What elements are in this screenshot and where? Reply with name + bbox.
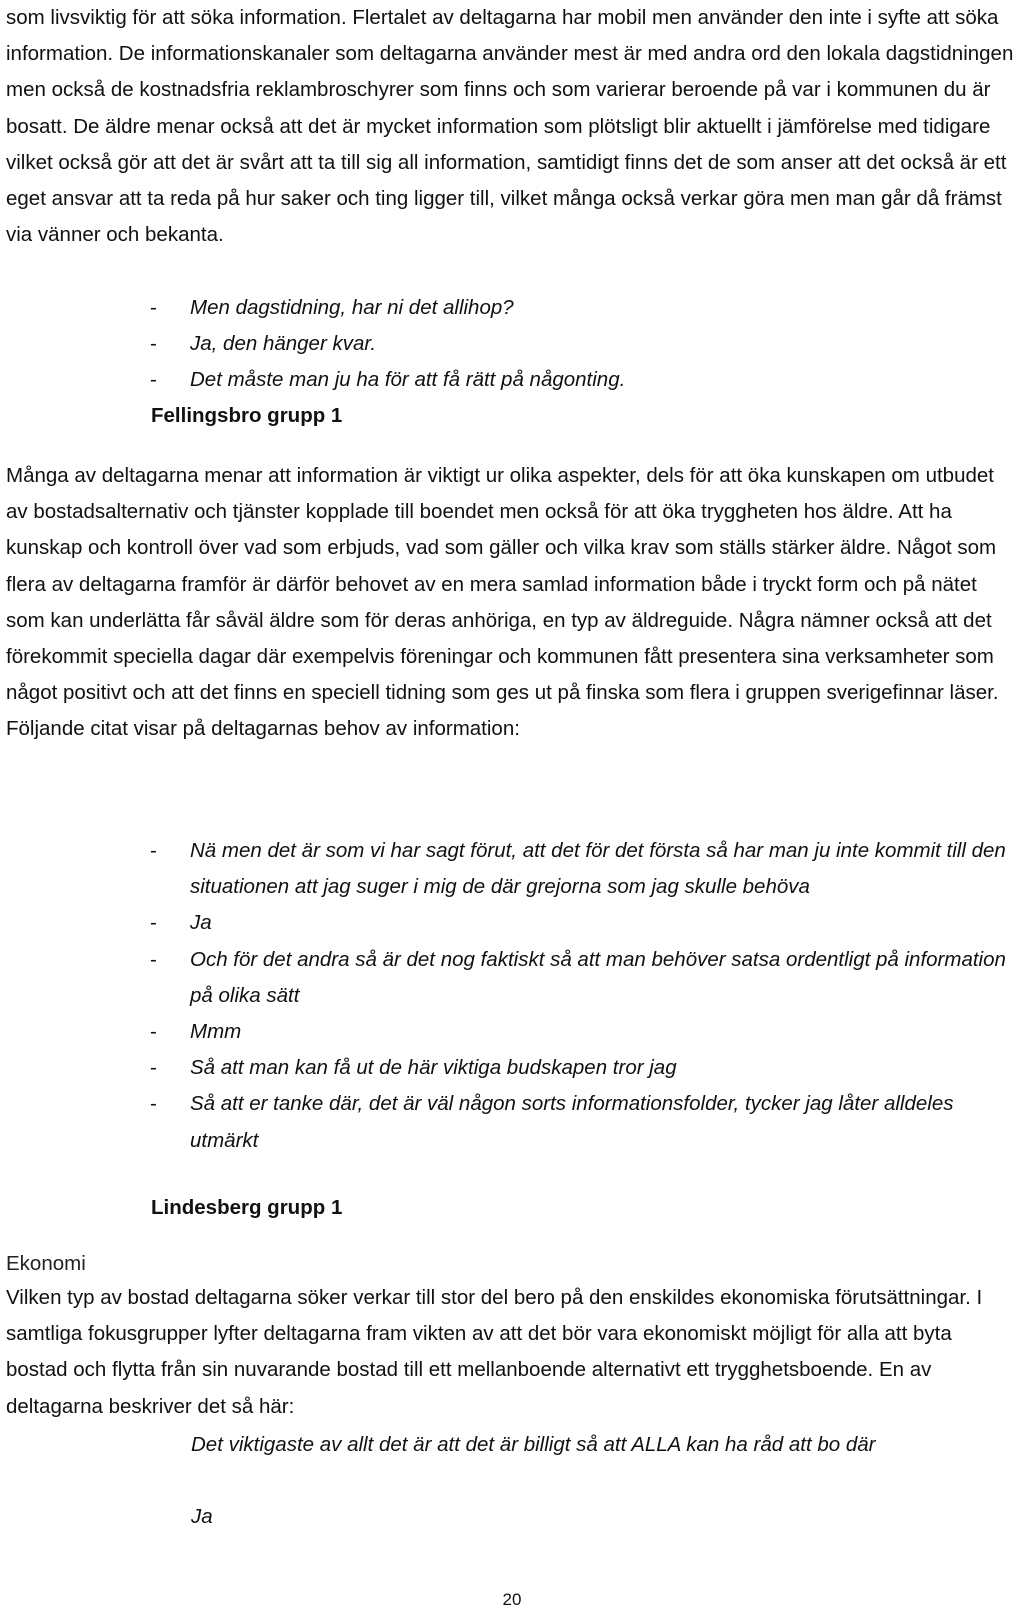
paragraph-information-channels: som livsviktig för att söka information. Flertalet av deltagarna har mobil men använder den inte i syfte att söka information. De informationskanaler som deltagarna använder mest är med andra ord den lokala dagstidningen men också de kostnadsfria reklambroschyrer som finns och som varierar beroende på var i kommunen du är bosatt. De äldre menar också att det är mycket information som plötsligt blir aktuellt i jämförelse med tidigare vilket också gör att det är svårt att ta till sig all information, samtidigt finns det de som anser att det också är ett eget ansvar att ta reda på hur saker och ting ligger till, vilket många också verkar göra men man går då främst via vänner och bekanta.: [6, 6, 1014, 247]
quote-line: [150, 1050, 1024, 1086]
quote-line-text: Ja, den hänger kvar.: [190, 332, 377, 356]
quote-line: [150, 833, 1024, 905]
quote-line: [150, 362, 1024, 398]
quote-economy-line: Det viktigaste av allt det är att det är billigt så att ALLA kan ha råd att bo där: [191, 1433, 876, 1456]
paragraph-economy: Vilken typ av bostad deltagarna söker verkar till stor del bero på den enskildes ekonomiska förutsättningar. I samtliga fokusgrupper lyfter deltagarna fram vikten av att det bör vara ekonomiskt möjligt för alla att byta bostad och flytta från sin nuvarande bostad till ett mellanboende alternativt ett trygghetsboende. En av deltagarna beskriver det så här:: [6, 1286, 983, 1418]
dash-marker: -: [150, 332, 157, 356]
section-heading-economy: Ekonomi: [6, 1252, 86, 1275]
quote-line-text: Ja: [190, 911, 212, 935]
quote-line: [150, 1086, 1024, 1158]
dash-marker: -: [150, 1056, 157, 1080]
quote-line-text: Det måste man ju ha för att få rätt på någonting.: [190, 368, 626, 392]
quote-line-text: Men dagstidning, har ni det allihop?: [190, 296, 514, 319]
dash-marker: -: [150, 839, 157, 862]
quote-line: [150, 1014, 1024, 1050]
quote-line-text: Och för det andra så är det nog faktiskt så att man behöver satsa ordentligt på information på olika sätt: [190, 947, 1006, 1007]
dash-marker: -: [150, 368, 157, 392]
quote-line: [150, 905, 1024, 941]
dash-marker: -: [150, 296, 157, 319]
quote-line-text: Så att er tanke där, det är väl någon sorts informationsfolder, tycker jag låter alldeles utmärkt: [190, 1092, 954, 1152]
quote-block-lindesberg: [150, 833, 1024, 1159]
quote-block-fellingsbro: [150, 290, 1024, 399]
dash-marker: -: [150, 1092, 157, 1116]
quote-line: [150, 326, 1024, 362]
quote-source-lindesberg: Lindesberg grupp 1: [151, 1196, 343, 1219]
dash-marker: -: [150, 1020, 157, 1044]
paragraph-information-importance: Många av deltagarna menar att information är viktigt ur olika aspekter, dels för att öka kunskapen om utbudet av bostadsalternativ och tjänster kopplade till boendet men också för att öka tryggheten hos äldre. Att ha kunskap och kontroll över vad som erbjuds, vad som gäller och vilka krav som ställs stärker äldre. Något som flera av deltagarna framför är därför behovet av en mera samlad information både i tryckt form och på nätet som kan underlätta får såväl äldre som för deras anhöriga, en typ av äldreguide. Några nämner också att det förekommit speciella dagar där exempelvis föreningar och kommunen fått presentera sina verksamheter som något positivt och att det finns en speciell tidning som ges ut på finska som flera i gruppen sverigefinnar läser. Följande citat visar på deltagarnas behov av information:: [6, 464, 999, 741]
page-number: 20: [502, 1590, 522, 1609]
quote-line-text: Så att man kan få ut de här viktiga budskapen tror jag: [190, 1056, 677, 1080]
quote-line: [150, 942, 1024, 1014]
quote-economy-reply: Ja: [191, 1505, 213, 1528]
dash-marker: -: [150, 947, 157, 971]
quote-line-text: Mmm: [190, 1020, 242, 1044]
dash-marker: -: [150, 911, 157, 935]
quote-line-text: Nä men det är som vi har sagt förut, att det för det första så har man ju inte kommit till den situationen att jag suger i mig de där grejorna som jag skulle behöva: [190, 839, 1006, 899]
quote-line: [150, 290, 1024, 326]
quote-source-fellingsbro: Fellingsbro grupp 1: [151, 404, 343, 427]
